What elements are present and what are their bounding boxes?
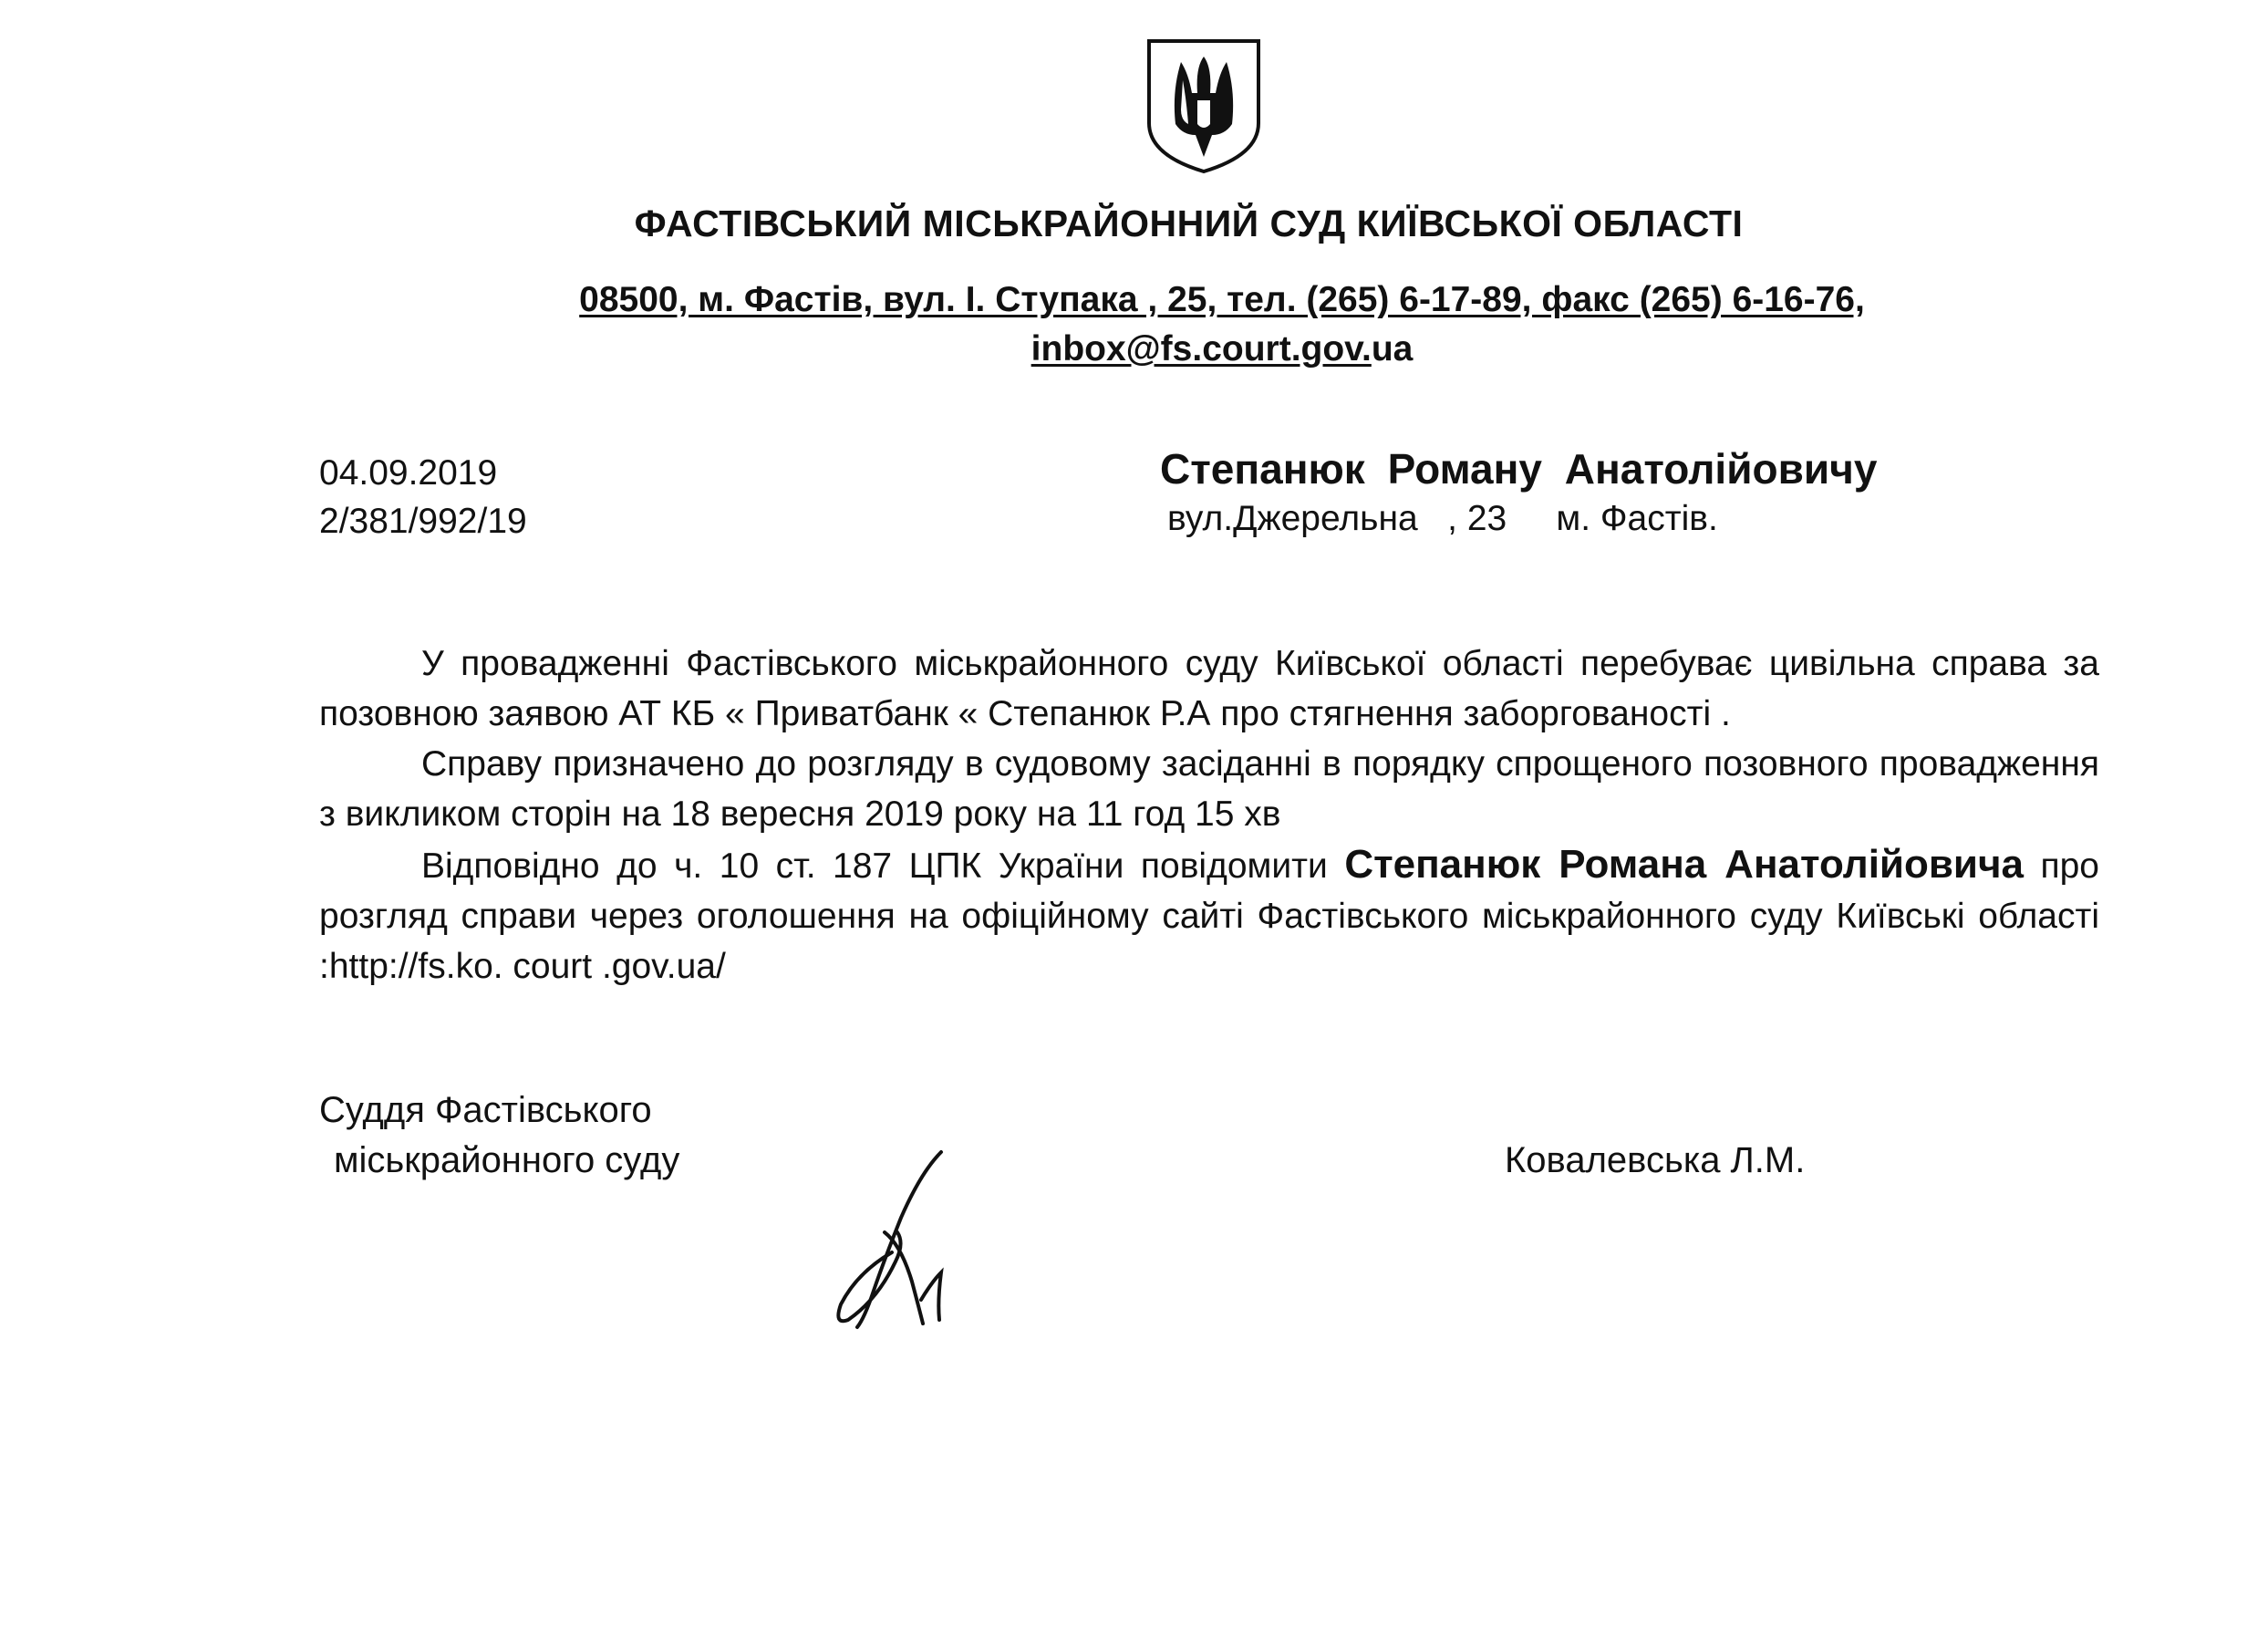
court-name: ФАСТІВСЬКИЙ МІСЬКРАЙОННИЙ СУД КИЇВСЬКОЇ ОБЛАСТІ bbox=[634, 202, 1744, 244]
judge-title-line1: Суддя Фастівського bbox=[319, 1090, 652, 1130]
addressee-block bbox=[1160, 443, 1877, 543]
handwritten-signature bbox=[821, 1145, 976, 1336]
paragraph-hearing-date: Справу призначено до розгляду в судовому засіданні в порядку спрощеного позовного провадження з викликом сторін на 18 вересня 2019 року на 11 год 15 хв bbox=[319, 744, 2099, 834]
addressee-address: вул.Джерельна , 23 м. Фастів. bbox=[1167, 499, 1718, 538]
trident-coat-of-arms-icon bbox=[1135, 36, 1272, 173]
notice-body bbox=[319, 639, 2099, 992]
court-address-line: 08500, м. Фастів, вул. І. Ступака , 25, тел. (265) 6-17-89, факс (265) 6-16-76, bbox=[579, 280, 1865, 319]
court-email-link[interactable]: inbox@fs.court.gov. bbox=[1030, 329, 1372, 369]
letter-meta bbox=[319, 449, 527, 545]
letter-reference-number: 2/381/992/19 bbox=[319, 502, 527, 541]
paragraph-case-info: У провадженні Фастівського міськрайонного суду Київської області перебуває цивільна справа за позовною заявою АТ КБ « Приватбанк « Степанюк Р.А про стягнення заборгованості . bbox=[319, 644, 2099, 733]
court-email-tail: ua bbox=[1371, 329, 1414, 369]
judge-name: Ковалевська Л.М. bbox=[1505, 1140, 1806, 1180]
paragraph-notification bbox=[319, 839, 2099, 992]
addressee-name: Степанюк Роману Анатолійовичу bbox=[1160, 445, 1878, 493]
notification-text-start: Відповідно до ч. 10 ст. 187 ЦПК України повідомити bbox=[421, 846, 1345, 886]
letter-date: 04.09.2019 bbox=[319, 453, 498, 493]
judge-title-line2: міськрайонного суду bbox=[334, 1140, 680, 1180]
judge-title bbox=[319, 1085, 679, 1186]
court-contacts bbox=[438, 275, 2006, 374]
notification-text-end: про розгляд справи через оголошення на офіційному сайті Фастівського міськрайонного суду Київські області :http://fs.ko. court .gov.ua/ bbox=[319, 846, 2099, 986]
defendant-name: Степанюк Романа Анатолійовича bbox=[1344, 842, 2024, 887]
